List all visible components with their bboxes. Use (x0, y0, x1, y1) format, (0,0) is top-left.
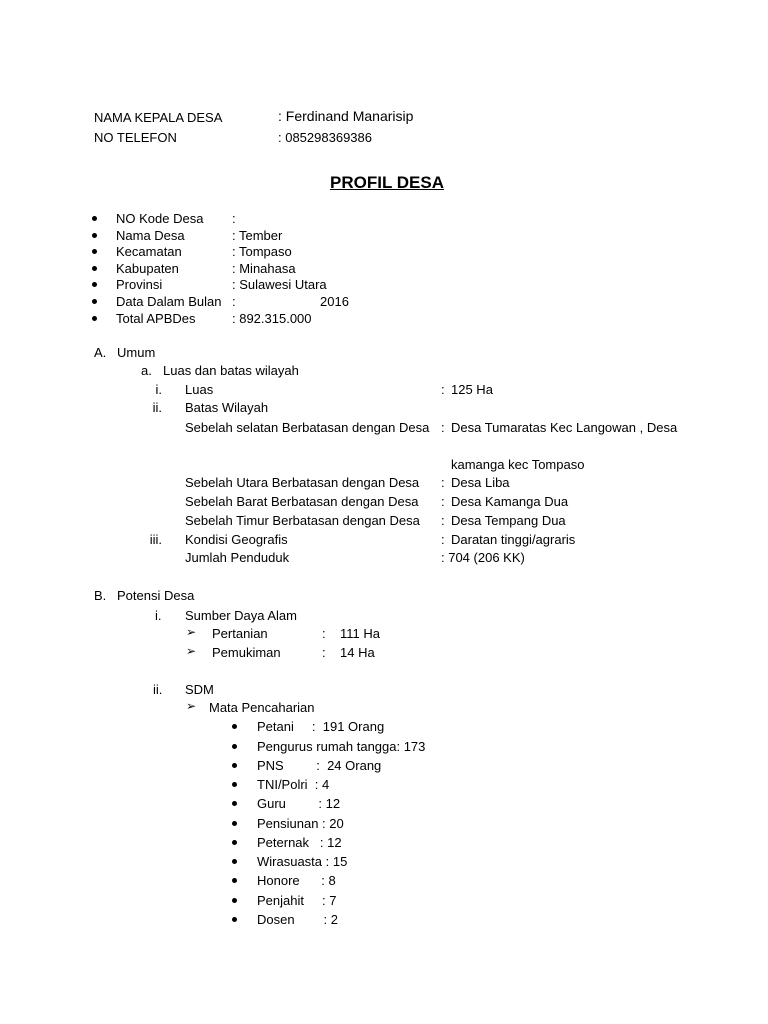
bullet-icon (232, 859, 237, 864)
row-colon: : (441, 382, 445, 397)
row-value: Desa Tumaratas Kec Langowan , Desa (451, 420, 678, 435)
section-a-marker: A. (94, 345, 107, 360)
arrow-bullet-icon: ➢ (186, 625, 197, 639)
section-a-sub-title: Luas dan batas wilayah (163, 363, 299, 378)
row-value: kamanga kec Tompaso (451, 457, 585, 472)
mata-pencaharian-title: Mata Pencaharian (209, 700, 315, 715)
sda-colon: : (322, 626, 326, 641)
row-value: Daratan tinggi/agraris (451, 532, 576, 547)
sda-num: i. (155, 608, 162, 623)
profile-value: : Minahasa (232, 261, 296, 276)
profile-label: Total APBDes (116, 311, 196, 326)
profile-value: : Tompaso (232, 244, 292, 259)
bullet-icon (232, 744, 237, 749)
section-a-title: Umum (117, 345, 156, 360)
job-item: Pengurus rumah tangga: 173 (257, 739, 426, 754)
row-colon: : (441, 532, 445, 547)
job-item: Guru : 12 (257, 796, 341, 811)
row-colon: : (441, 494, 445, 509)
sda-label: Pertanian (212, 626, 268, 641)
job-item: Honore : 8 (257, 873, 336, 888)
sda-colon: : (322, 645, 326, 660)
row-value: Desa Tempang Dua (451, 513, 566, 528)
section-b-marker: B. (94, 588, 107, 603)
row-label: Luas (185, 382, 214, 397)
telefon-label: NO TELEFON (94, 130, 177, 145)
bullet-icon (232, 840, 237, 845)
bullet-icon (232, 821, 237, 826)
row-num: iii. (149, 532, 162, 547)
row-value: Desa Liba (451, 475, 510, 490)
row-label: Sebelah Timur Berbatasan dengan Desa (185, 513, 420, 528)
telefon-value: : 085298369386 (278, 130, 372, 145)
job-item: TNI/Polri : 4 (257, 777, 330, 792)
sda-title: Sumber Daya Alam (185, 608, 297, 623)
bullet-icon (232, 917, 237, 922)
job-item: Pensiunan : 20 (257, 816, 344, 831)
bullet-icon (92, 316, 97, 321)
profile-label: Data Dalam Bulan (116, 294, 222, 309)
bullet-icon (92, 216, 97, 221)
section-b-title: Potensi Desa (117, 588, 195, 603)
profile-value: : 892.315.000 (232, 311, 312, 326)
row-num: ii. (152, 400, 162, 415)
job-item: PNS : 24 Orang (257, 758, 382, 773)
job-item: Petani : 191 Orang (257, 719, 385, 734)
bullet-icon (92, 249, 97, 254)
profile-value: : Tember (232, 228, 283, 243)
row-label: Jumlah Penduduk (185, 550, 290, 565)
row-colon: : (441, 475, 445, 490)
row-num: i. (155, 382, 162, 397)
arrow-bullet-icon: ➢ (186, 644, 197, 658)
section-a-sub-marker: a. (141, 363, 152, 378)
profile-label: Kabupaten (116, 261, 179, 276)
sda-label: Pemukiman (212, 645, 281, 660)
bullet-icon (92, 282, 97, 287)
kepala-desa-value: : Ferdinand Manarisip (278, 108, 414, 124)
row-label: Batas Wilayah (185, 400, 269, 415)
row-value: Desa Kamanga Dua (451, 494, 569, 509)
profile-label: Kecamatan (116, 244, 182, 259)
job-item: Penjahit : 7 (257, 893, 337, 908)
row-label: Kondisi Geografis (185, 532, 288, 547)
profile-label: Provinsi (116, 277, 163, 292)
bullet-icon (232, 763, 237, 768)
row-colon: : (441, 513, 445, 528)
mata-arrow-icon: ➢ (186, 699, 197, 713)
bullet-icon (232, 782, 237, 787)
bullet-icon (232, 801, 237, 806)
sda-value: 111 Ha (340, 626, 380, 641)
bullet-icon (92, 266, 97, 271)
bullet-icon (232, 878, 237, 883)
page-title: PROFIL DESA (330, 173, 444, 192)
bullet-icon (92, 299, 97, 304)
row-colon: : (441, 420, 445, 435)
profile-value: : Sulawesi Utara (232, 277, 327, 292)
sdm-num: ii. (153, 682, 163, 697)
bullet-icon (232, 898, 237, 903)
profile-extra: 2016 (320, 294, 349, 309)
sdm-title: SDM (185, 682, 214, 697)
profile-label: NO Kode Desa (116, 211, 204, 226)
row-value: : 704 (206 KK) (441, 550, 525, 565)
profile-value: : (232, 211, 236, 226)
kepala-desa-label: NAMA KEPALA DESA (94, 110, 223, 125)
row-label: Sebelah Utara Berbatasan dengan Desa (185, 475, 420, 490)
bullet-icon (232, 724, 237, 729)
bullet-icon (92, 233, 97, 238)
row-label: Sebelah selatan Berbatasan dengan Desa (185, 420, 430, 435)
profile-value: : (232, 294, 236, 309)
row-label: Sebelah Barat Berbatasan dengan Desa (185, 494, 419, 509)
profile-label: Nama Desa (116, 228, 185, 243)
job-item: Wirasuasta : 15 (257, 854, 348, 869)
row-value: 125 Ha (451, 382, 493, 397)
sda-value: 14 Ha (340, 645, 375, 660)
job-item: Peternak : 12 (257, 835, 342, 850)
job-item: Dosen : 2 (257, 912, 338, 927)
